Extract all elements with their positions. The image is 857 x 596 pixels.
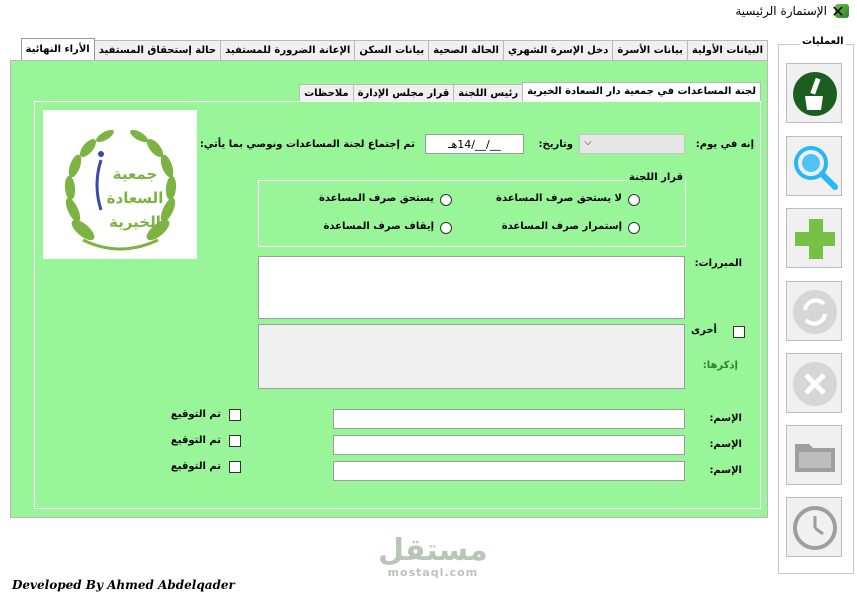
- search-globe-icon: [791, 143, 839, 191]
- radio-eligible[interactable]: [440, 194, 452, 206]
- tab-initial-data[interactable]: البيانات الأولية: [687, 40, 768, 61]
- logo-line-2: السعادة: [106, 189, 164, 207]
- tab-eligibility[interactable]: حالة إستحقاق المستفيد: [94, 40, 221, 61]
- history-icon: [791, 504, 839, 552]
- signed-checkbox-1[interactable]: [229, 409, 241, 421]
- tab-monthly-income[interactable]: دخل الإسرة الشهري: [503, 40, 613, 61]
- day-label: إنه في يوم:: [695, 139, 754, 150]
- radio-not-eligible[interactable]: [628, 194, 640, 206]
- logo-line-1: جمعية: [112, 165, 158, 183]
- subtab-committee-head[interactable]: رئيس اللجنة: [453, 84, 523, 102]
- association-logo: [43, 110, 197, 259]
- signed-label-1: تم التوقيع: [170, 409, 221, 420]
- name-input-3[interactable]: [333, 461, 685, 481]
- subtab-aid-committee[interactable]: لجنة المساعدات في جمعية دار السعادة الخيرية: [522, 82, 761, 102]
- justifications-textarea[interactable]: [258, 256, 685, 319]
- refresh-button[interactable]: [786, 281, 842, 341]
- mention-label: إذكرها:: [702, 360, 738, 371]
- signed-label-3: تم التوقيع: [170, 461, 221, 472]
- name-label-1: الإسم:: [709, 413, 742, 424]
- refresh-icon: [791, 288, 839, 336]
- date-input[interactable]: [425, 134, 524, 154]
- clear-button[interactable]: [786, 63, 842, 123]
- committee-decision-group: [258, 180, 686, 247]
- name-label-3: الإسم:: [709, 465, 742, 476]
- developer-credit: Developed By Ahmed Abdelqader: [12, 578, 235, 592]
- subtab-board-decision[interactable]: قرار مجلس الإدارة: [353, 84, 455, 102]
- signed-checkbox-3[interactable]: [229, 461, 241, 473]
- add-icon: [791, 215, 839, 263]
- history-button[interactable]: [786, 497, 842, 557]
- signed-checkbox-2[interactable]: [229, 435, 241, 447]
- open-folder-button[interactable]: [786, 425, 842, 485]
- search-button[interactable]: [786, 136, 842, 196]
- tab-housing-data[interactable]: بيانات السكن: [354, 40, 429, 61]
- close-button[interactable]: ✕: [831, 2, 845, 21]
- tab-final-opinions[interactable]: الأراء النهائية: [21, 38, 95, 61]
- decision-group-title: قرار اللجنة: [629, 172, 684, 183]
- option-stop-aid-label: إيقاف صرف المساعدة: [323, 221, 434, 232]
- radio-stop-aid[interactable]: [440, 222, 452, 234]
- broom-icon: [791, 70, 839, 118]
- day-select[interactable]: [579, 134, 685, 154]
- folder-icon: [791, 432, 839, 480]
- logo-line-3: الخيرية: [109, 213, 161, 231]
- date-label: وتاريخ:: [538, 139, 573, 150]
- add-button[interactable]: [786, 208, 842, 268]
- main-tabs: [25, 40, 768, 61]
- watermark: مستقل mostaql.com: [378, 533, 488, 579]
- window-title: الإستمارة الرئيسية: [735, 4, 827, 18]
- name-input-1[interactable]: [333, 409, 685, 429]
- option-continue-aid-label: إستمرار صرف المساعدة: [501, 221, 622, 232]
- cancel-button[interactable]: [786, 353, 842, 413]
- cancel-icon: [791, 360, 839, 408]
- meeting-statement: تم إجتماع لجنة المساعدات ونوصي بما يأتي:: [199, 139, 415, 150]
- name-label-2: الإسم:: [709, 439, 742, 450]
- title-bar: [0, 0, 857, 28]
- signed-label-2: تم التوقيع: [170, 435, 221, 446]
- justifications-label: المبررات:: [694, 258, 742, 269]
- operations-title: العمليات: [802, 36, 844, 47]
- sub-tabs: [304, 84, 761, 102]
- name-input-2[interactable]: [333, 435, 685, 455]
- other-checkbox[interactable]: [733, 326, 745, 338]
- tab-family-data[interactable]: بيانات الأسرة: [612, 40, 687, 61]
- option-eligible-label: يستحق صرف المساعدة: [318, 193, 434, 204]
- other-label: أخرى: [690, 325, 717, 336]
- chevron-down-icon: ⌵: [584, 137, 592, 148]
- radio-continue-aid[interactable]: [628, 222, 640, 234]
- tab-necessary-aid[interactable]: الإعانة الضرورة للمستفيد: [220, 40, 355, 61]
- subtab-notes[interactable]: ملاحظات: [299, 84, 354, 102]
- option-not-eligible-label: لا يستحق صرف المساعدة: [496, 193, 622, 204]
- tab-health-status[interactable]: الحالة الصحية: [428, 40, 504, 61]
- other-details-textarea[interactable]: [258, 324, 685, 389]
